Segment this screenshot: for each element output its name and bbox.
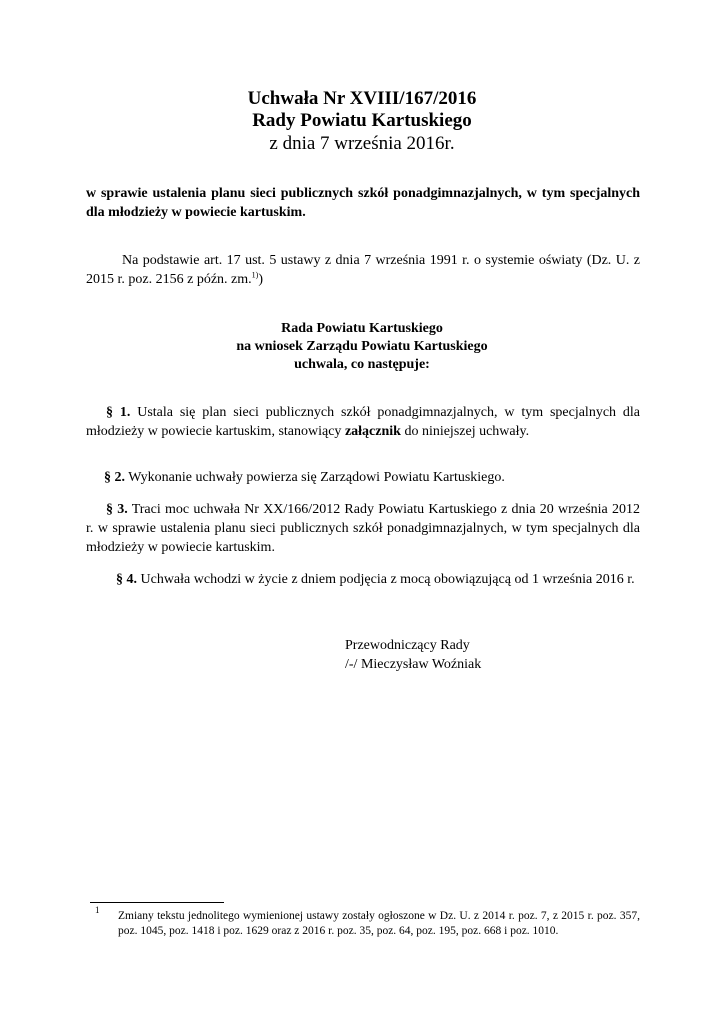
section-4 — [86, 570, 640, 589]
section-text: do niniejszej uchwały. — [400, 424, 530, 439]
legal-basis — [86, 251, 640, 289]
resolution-subject: w sprawie ustalenia planu sieci publicznych szkół ponadgimnazjalnych, w tym specjalnych dla młodzieży w powiecie kartuskim. — [86, 186, 640, 220]
footnote-text: Zmiany tekstu jednolitego wymienionej ustawy zostały ogłoszone w Dz. U. z 2014 r. poz. 7, z 2015 r. poz. 357, poz. 1045, poz. 1418 i poz. 1629 oraz z 2016 r. poz. 35, poz. 64, poz. 195, poz. 668 i poz. 1010. — [118, 910, 640, 937]
preamble-line-1: Rada Powiatu Kartuskiego — [281, 321, 443, 336]
signature-role: Przewodniczący Rady — [345, 638, 470, 653]
section-2 — [86, 468, 640, 487]
signature-name: /-/ Mieczysław Woźniak — [345, 657, 482, 672]
section-mark: § 1. — [106, 405, 131, 420]
legal-basis-closing: ) — [258, 272, 263, 287]
footnote-number: 1 — [95, 905, 100, 915]
section-text: Wykonanie uchwały powierza się Zarządowi Powiatu Kartuskiego. — [125, 470, 505, 485]
section-text: Uchwała wchodzi w życie z dniem podjęcia z mocą obowiązującą od 1 września 2016 r. — [137, 572, 635, 587]
section-mark: § 3. — [106, 502, 128, 517]
resolution-number: Uchwała Nr XVIII/167/2016 — [247, 88, 477, 109]
section-bold-text: załącznik — [344, 424, 401, 439]
footnote-reference: 1) — [251, 270, 259, 280]
preamble-line-2: na wniosek Zarządu Powiatu Kartuskiego — [236, 339, 488, 354]
section-mark: § 2. — [104, 470, 125, 485]
section-mark: § 4. — [116, 572, 137, 587]
preamble-line-3: uchwala, co następuje: — [294, 357, 430, 372]
resolution-date: z dnia 7 września 2016r. — [269, 133, 455, 154]
section-1 — [86, 403, 640, 441]
footnote-separator — [90, 902, 224, 903]
section-text: Ustala się plan sieci publicznych szkół ponadgimnazjalnych, w tym specjalnych dla młodzieży w powiecie kartuskim, stanowiący — [86, 405, 640, 439]
section-text: Traci moc uchwała Nr XX/166/2012 Rady Powiatu Kartuskiego z dnia 20 września 2012 r. w sprawie ustalenia planu sieci publicznych szkół ponadgimnazjalnych, w tym specjalnych dla młodzieży w powiecie kartuskim. — [86, 502, 640, 555]
legal-basis-text: Na podstawie art. 17 ust. 5 ustawy z dnia 7 września 1991 r. o systemie oświaty (Dz. U. z 2015 r. poz. 2156 z późn. zm. — [86, 253, 640, 287]
section-3 — [86, 500, 640, 557]
council-name: Rady Powiatu Kartuskiego — [252, 110, 472, 131]
